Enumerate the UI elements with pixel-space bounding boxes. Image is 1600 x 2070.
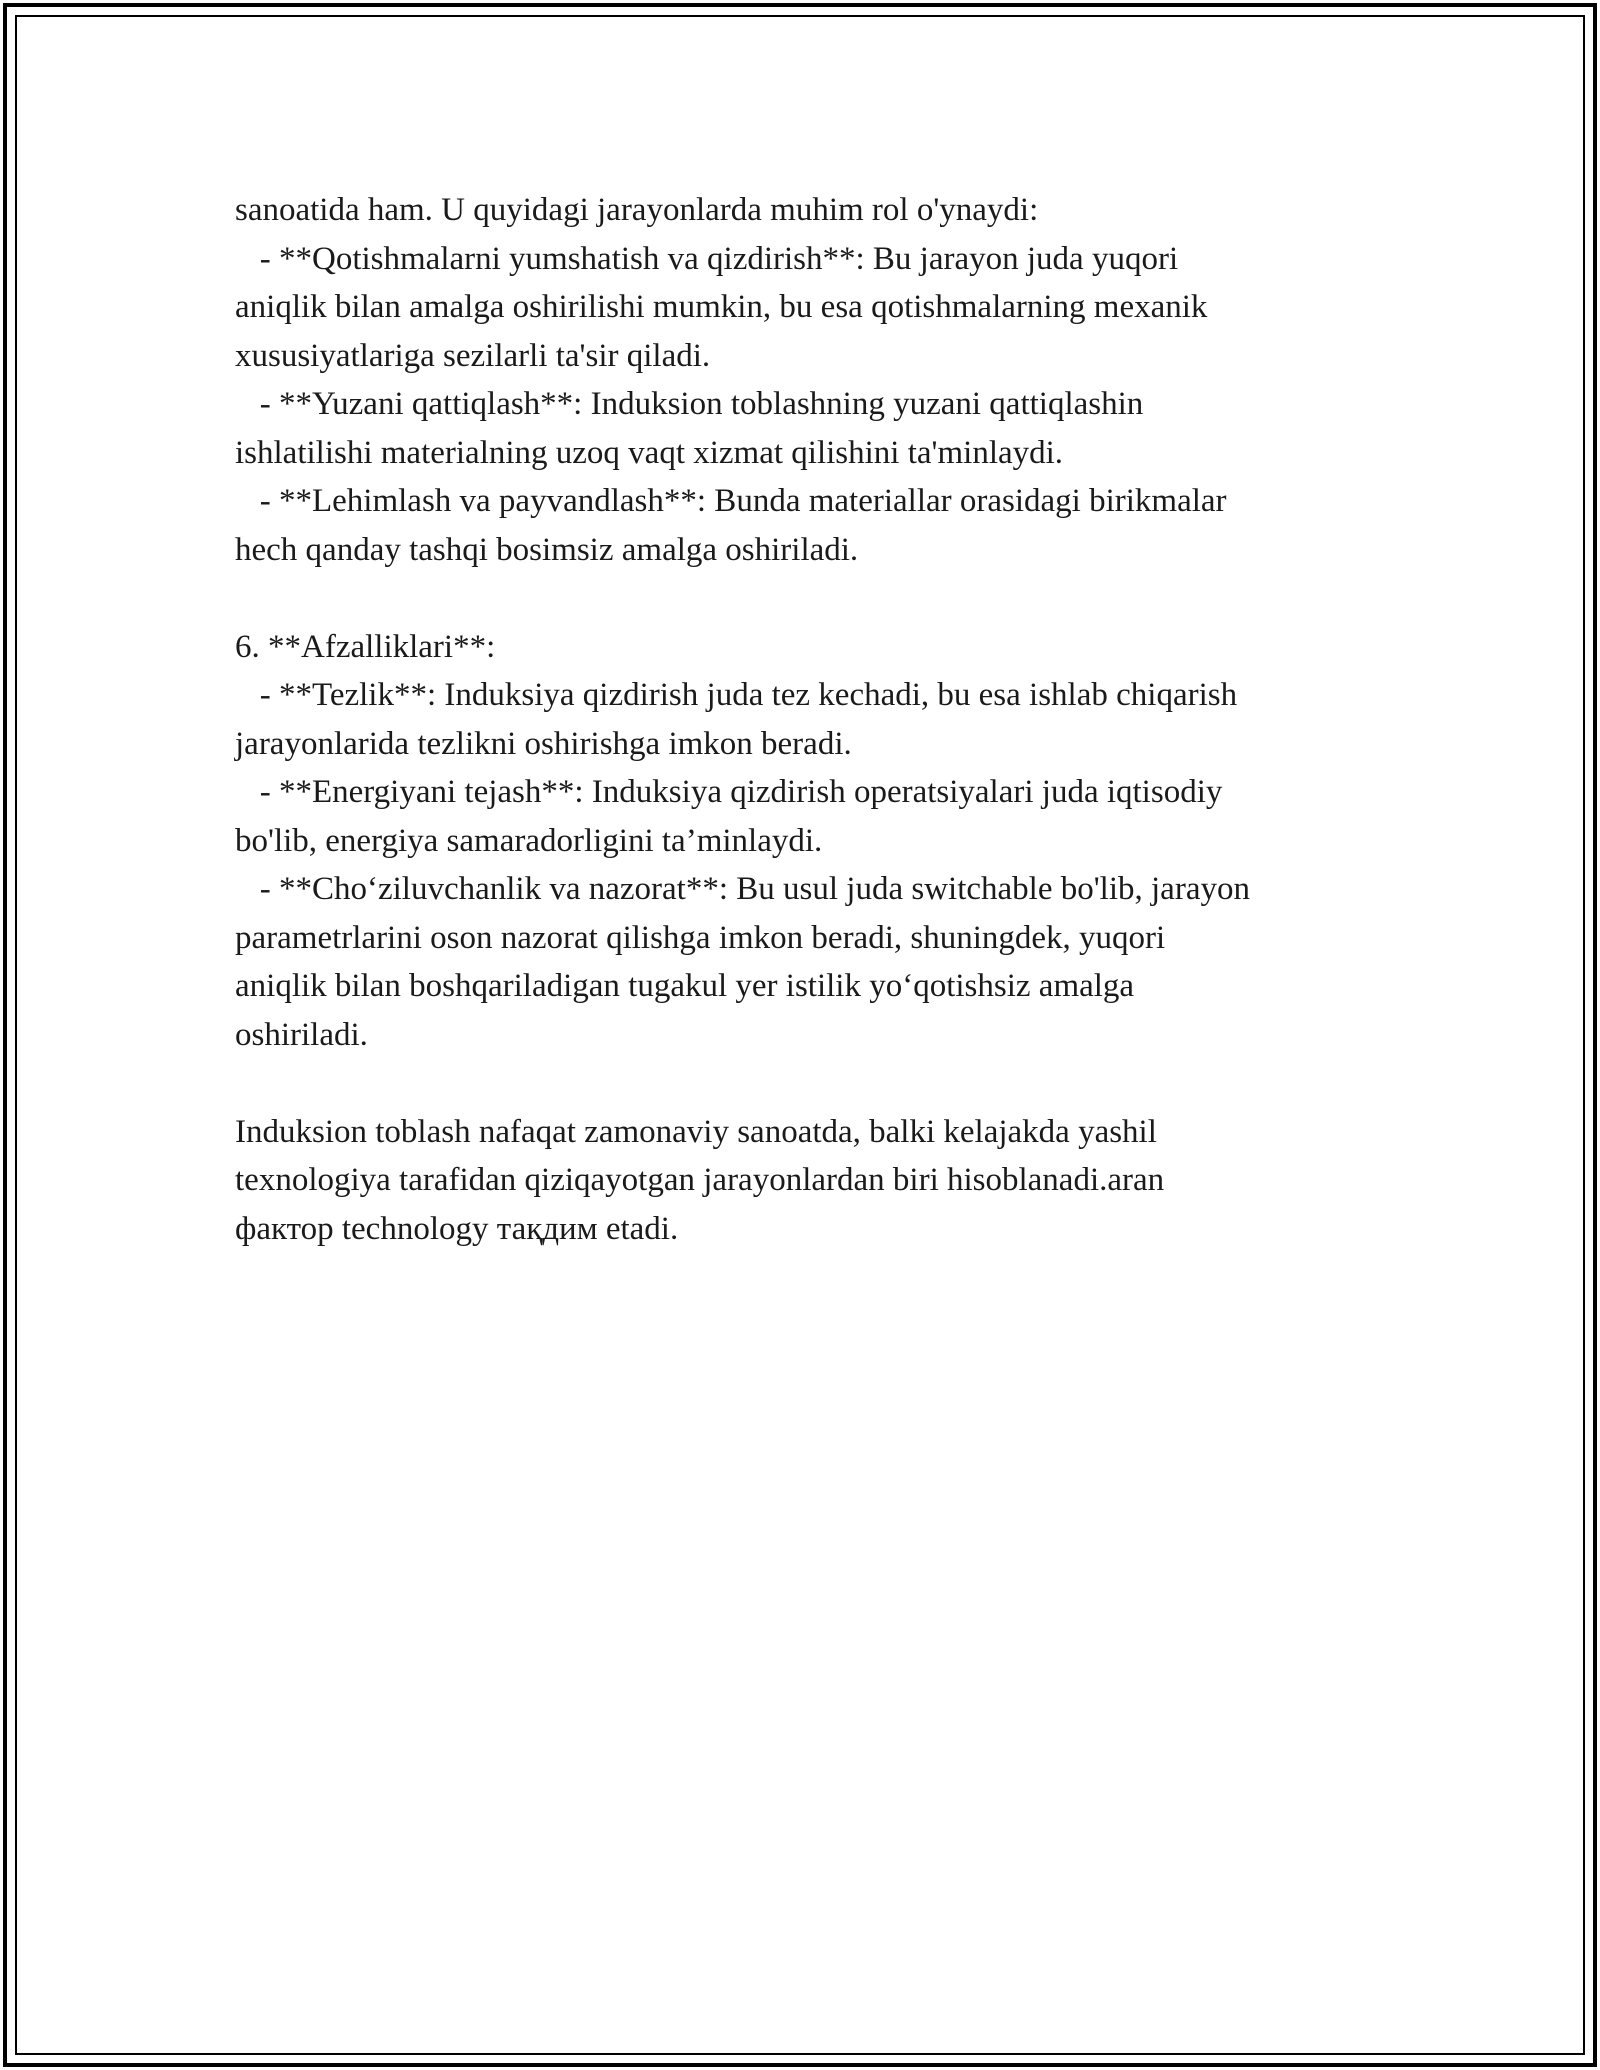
text-line: bo'lib, energiya samaradorligini ta’minlaydi. — [235, 822, 823, 859]
document-body — [235, 186, 1415, 1253]
text-line: - **Energiyani tejash**: Induksiya qizdirish operatsiyalari juda iqtisodiy — [235, 774, 1223, 810]
text-line: - **Tezlik**: Induksiya qizdirish juda tez kechadi, bu esa ishlab chiqarish — [235, 677, 1238, 713]
text-line: - **Lehimlash va payvandlash**: Bunda materiallar orasidagi birikmalar — [235, 483, 1227, 519]
section-heading: 6. **Afzalliklari**: — [235, 628, 496, 665]
blank-line — [235, 1059, 1415, 1108]
text-line: hech qanday tashqi bosimsiz amalga oshiriladi. — [235, 531, 859, 568]
text-line: фактор technology тақдим etadi. — [235, 1210, 679, 1247]
text-line: Induksion toblash nafaqat zamonaviy sanoatda, balki kelajakda yashil — [235, 1113, 1157, 1150]
text-line: - **Qotishmalarni yumshatish va qizdirish**: Bu jarayon juda yuqori — [235, 240, 1179, 277]
text-line: aniqlik bilan amalga oshirilishi mumkin, bu esa qotishmalarning mexanik — [235, 289, 1208, 325]
text-line: sanoatida ham. U quyidagi jarayonlarda muhim rol o'ynaydi: — [235, 192, 1039, 228]
text-line: texnologiya tarafidan qiziqayotgan jarayonlardan biri hisoblanadi.aran — [235, 1162, 1165, 1198]
text-line: - **Cho‘ziluvchanlik va nazorat**: Bu usul juda switchable bo'lib, jarayon — [235, 871, 1250, 907]
text-line: ishlatilishi materialning uzoq vaqt xizmat qilishini ta'minlaydi. — [235, 434, 1064, 471]
blank-line — [235, 574, 1415, 623]
text-line: jarayonlarida tezlikni oshirishga imkon beradi. — [235, 725, 852, 762]
text-line: oshiriladi. — [235, 1016, 368, 1053]
text-line: xususiyatlariga sezilarli ta'sir qiladi. — [235, 337, 711, 374]
text-line: parametrlarini oson nazorat qilishga imkon beradi, shuningdek, yuqori — [235, 919, 1166, 956]
text-line: - **Yuzani qattiqlash**: Induksion toblashning yuzani qattiqlashin — [235, 386, 1144, 422]
text-line: aniqlik bilan boshqariladigan tugakul yer istilik yo‘qotishsiz amalga — [235, 968, 1135, 1004]
